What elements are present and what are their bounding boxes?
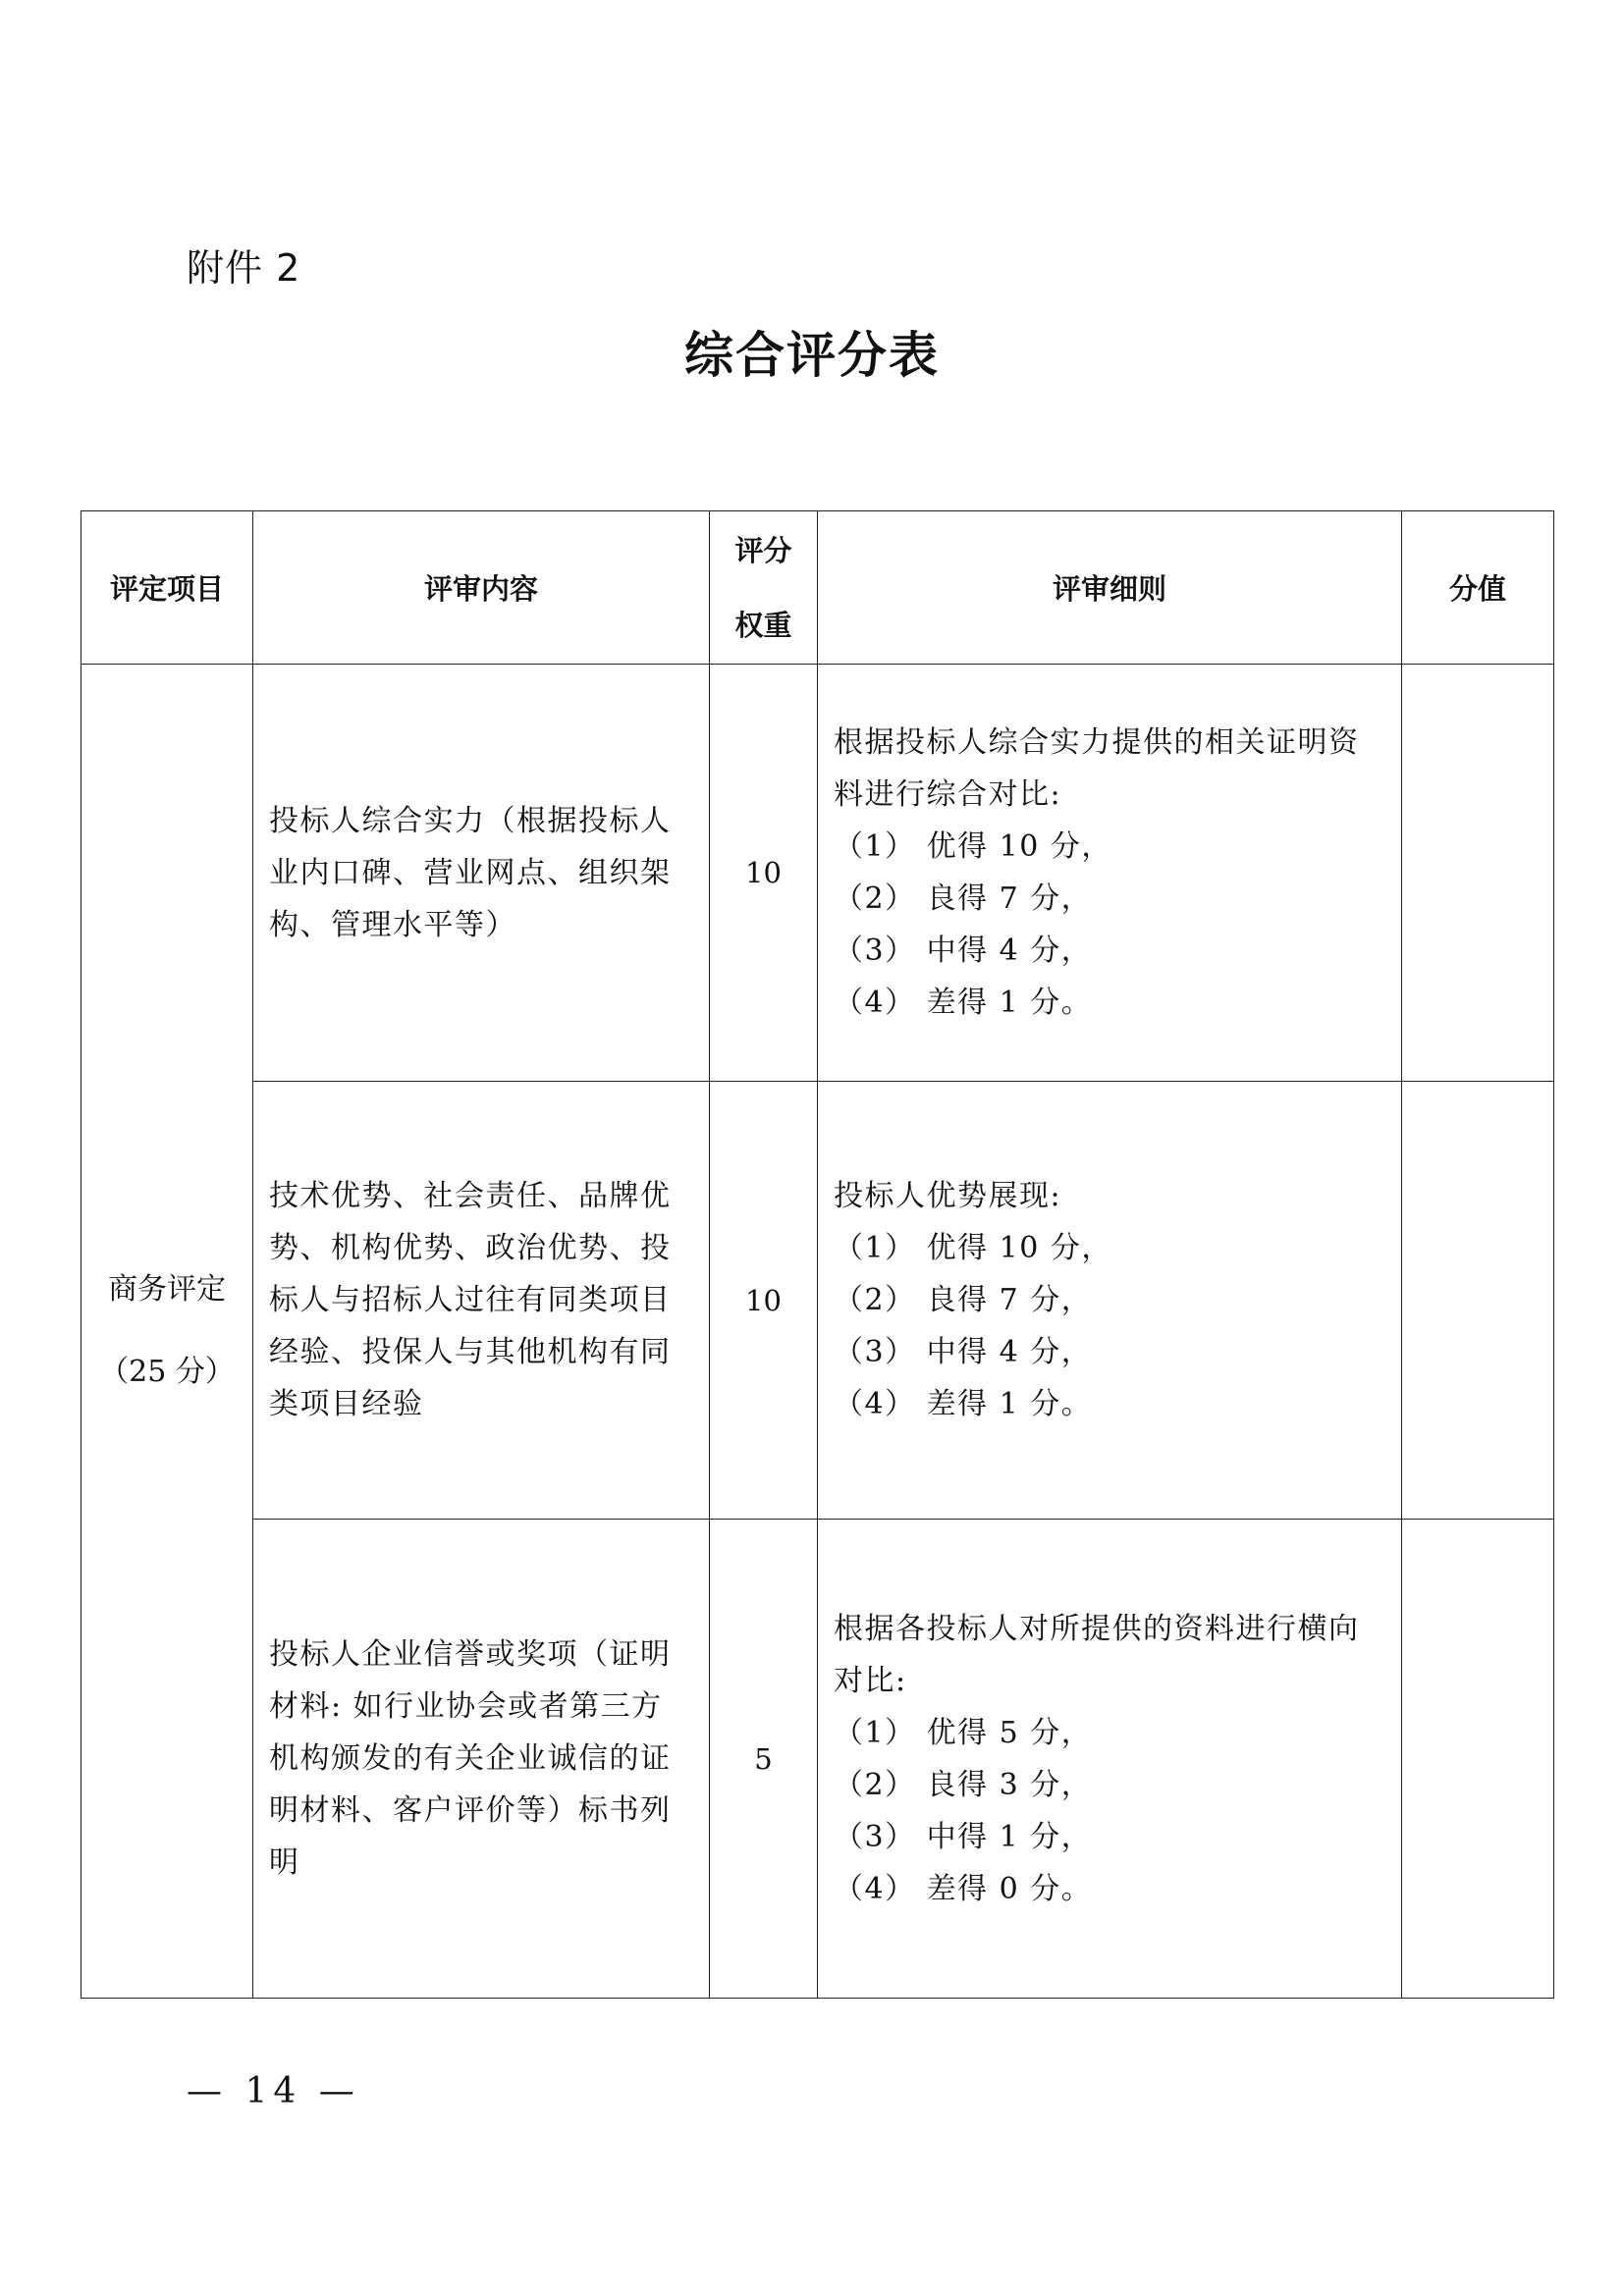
scoring-table — [81, 510, 1554, 1999]
score-cell — [1402, 665, 1554, 1082]
attachment-label: 附件 2 — [187, 246, 301, 290]
rules-cell — [818, 665, 1402, 1082]
rule-line: （1） 优得 10 分， — [834, 829, 1112, 864]
header-weight — [710, 511, 818, 665]
header-category: 评定项目 — [81, 511, 253, 665]
rule-line: （3） 中得 1 分， — [834, 1819, 1093, 1854]
category-name: 商务评定 — [108, 1272, 226, 1307]
content-cell: 投标人企业信誉或奖项（证明材料: 如行业协会或者第三方机构颁发的有关企业诚信的证明材料、客户评价等）标书列明 — [253, 1520, 710, 1999]
weight-cell: 5 — [710, 1520, 818, 1999]
rule-line: （1） 优得 5 分， — [834, 1715, 1093, 1750]
rules-intro: 根据各投标人对所提供的资料进行横向对比: — [834, 1611, 1360, 1698]
header-content: 评审内容 — [253, 511, 710, 665]
rule-line: （2） 良得 7 分， — [834, 1283, 1093, 1317]
document-title: 综合评分表 — [684, 326, 940, 384]
rules-cell — [818, 1082, 1402, 1520]
table-row — [81, 1520, 1554, 1999]
rule-line: （2） 良得 3 分， — [834, 1767, 1093, 1802]
table-row — [81, 665, 1554, 1082]
header-score: 分值 — [1402, 511, 1554, 665]
content-cell: 投标人综合实力（根据投标人业内口碑、营业网点、组织架构、管理水平等） — [253, 665, 710, 1082]
header-rules: 评审细则 — [818, 511, 1402, 665]
rule-line: （3） 中得 4 分， — [834, 1335, 1093, 1369]
content-cell: 技术优势、社会责任、品牌优势、机构优势、政治优势、投标人与招标人过往有同类项目经验、投保人与其他机构有同类项目经验 — [253, 1082, 710, 1520]
rule-line: （4） 差得 0 分。 — [834, 1871, 1093, 1906]
page-number: — 14 — — [187, 2071, 360, 2111]
rule-line: （3） 中得 4 分， — [834, 934, 1093, 968]
rules-intro: 投标人优势展现: — [834, 1179, 1062, 1213]
score-cell — [1402, 1520, 1554, 1999]
weight-cell: 10 — [710, 1082, 818, 1520]
rule-line: （1） 优得 10 分， — [834, 1231, 1112, 1265]
score-cell — [1402, 1082, 1554, 1520]
category-points: （25 分） — [99, 1355, 235, 1389]
header-weight-line1: 评分 — [734, 533, 792, 567]
rule-line: （2） 良得 7 分， — [834, 881, 1093, 916]
table-row — [81, 1082, 1554, 1520]
rules-cell — [818, 1520, 1402, 1999]
weight-cell: 10 — [710, 665, 818, 1082]
header-weight-line2: 权重 — [734, 608, 792, 642]
rule-line: （4） 差得 1 分。 — [834, 986, 1093, 1020]
table-header-row — [81, 511, 1554, 665]
rule-line: （4） 差得 1 分。 — [834, 1387, 1093, 1421]
category-cell — [81, 665, 253, 1999]
rules-intro: 根据投标人综合实力提供的相关证明资料进行综合对比: — [834, 725, 1360, 812]
